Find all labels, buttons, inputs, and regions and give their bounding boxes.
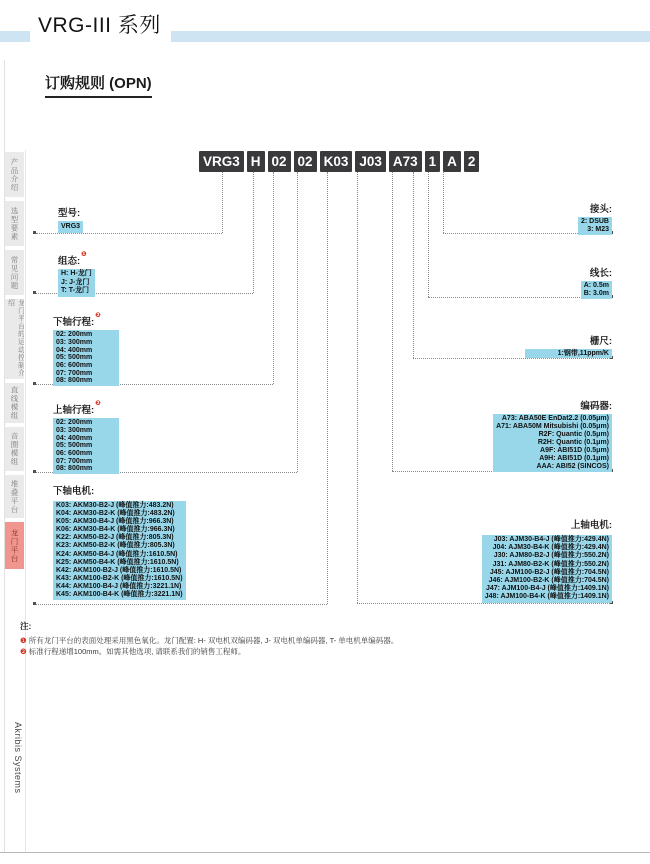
option-list (482, 535, 612, 603)
option-row: A73: ABA50E EnDat2.2 (0.05μm) (501, 415, 609, 422)
connector-line (413, 358, 612, 359)
option-row: A: 0.5m (583, 282, 609, 289)
group-upper-axis-stroke (53, 402, 119, 474)
option-row: R2F: Quantic (0.5μm) (538, 431, 609, 438)
sidebar-item-7[interactable] (5, 475, 24, 518)
connector-line (327, 172, 328, 604)
group-label: 下轴电机: (53, 486, 95, 497)
option-row: K06: AKM30-B4-K (峰值推力:966.3N) (56, 526, 175, 534)
sidebar-tabs (5, 152, 24, 569)
connector-dot (33, 291, 36, 294)
connector-dot (33, 470, 36, 473)
option-row: 06: 600mm (56, 361, 93, 369)
option-row: J04: AJM30-B4-K (峰值推力:429.4N) (492, 544, 609, 552)
group-lower-axis-motor (53, 486, 186, 600)
page-bottom-line (0, 852, 650, 853)
section-title: 订购规则 (OPN) (45, 72, 152, 98)
connector-dot (33, 231, 36, 234)
connector-line (222, 172, 223, 233)
group-lower-axis-stroke (53, 314, 119, 386)
connector-line (443, 172, 444, 233)
group-label: 型号: (58, 208, 81, 219)
connector-line (36, 604, 327, 605)
sidebar-item-4[interactable] (5, 299, 24, 379)
option-list (53, 418, 119, 474)
option-row: 06: 600mm (56, 449, 93, 457)
connector-line (253, 172, 254, 293)
option-list (58, 269, 95, 297)
option-row: K03: AKM30-B2-J (峰值推力:483.2N) (56, 502, 174, 509)
option-row: K05: AKM30-B4-J (峰值推力:966.3N) (56, 518, 174, 526)
option-list (53, 501, 186, 600)
option-row: J31: AJM80-B2-K (峰值推力:550.2N) (492, 560, 609, 568)
footnotes-title: 注: (20, 621, 32, 631)
group-scale (525, 336, 612, 358)
group-label: 上轴电机: (570, 520, 612, 531)
group-label: 线长: (589, 268, 612, 279)
part-number-segment: 02 (294, 151, 317, 172)
option-row: 02: 200mm (56, 331, 93, 339)
option-row: K25: AKM50-B4-K (峰值推力:1610.5N) (56, 558, 179, 566)
group-label: 接头: (589, 204, 612, 215)
group-label: 栅尺: (589, 336, 612, 347)
option-row: K42: AKM100-B2-J (峰值推力:1610.5N) (56, 566, 182, 574)
group-label: 编码器: (580, 401, 612, 412)
group-configuration (58, 253, 95, 297)
option-row: 04: 400mm (56, 346, 93, 354)
footnotes (20, 620, 398, 657)
option-row: 04: 400mm (56, 434, 93, 442)
option-row: 1:钢带,11ppm/K (557, 350, 609, 357)
sidebar-item-6[interactable] (5, 427, 24, 471)
option-row: 08: 800mm (56, 377, 93, 385)
sidebar-item-label: 堆叠平台 (10, 479, 19, 514)
note-ref-icon: ❶ (81, 251, 87, 258)
option-row: 05: 500mm (56, 442, 93, 450)
option-list (58, 221, 83, 233)
group-upper-axis-motor (482, 520, 612, 603)
part-number-segment: A (443, 151, 461, 172)
option-row: 08: 800mm (56, 465, 93, 473)
part-number-segment: 2 (464, 151, 480, 172)
option-list (578, 217, 612, 235)
option-list (493, 414, 612, 472)
connector-line (413, 172, 414, 358)
option-list (581, 281, 612, 299)
option-row: R2H: Quantic (0.1μm) (537, 439, 609, 446)
sidebar-item-label: 音圈模组 (10, 432, 19, 466)
option-row: A9F: ABI51D (0.5μm) (540, 447, 609, 454)
part-number-segment: J03 (355, 151, 386, 172)
option-row: T: T-龙门 (61, 287, 89, 295)
option-list (525, 349, 612, 358)
option-row: 05: 500mm (56, 354, 93, 362)
part-number-segment: A73 (389, 151, 422, 172)
group-cable-length (581, 268, 612, 299)
connector-dot (33, 382, 36, 385)
brand-vertical-text: Akribis Systems (13, 722, 23, 794)
footnote-2: ❷ 标准行程递增100mm。如需其他选项, 请联系我们的销售工程师。 (20, 647, 246, 656)
option-row: J47: AJM100-B4-J (峰值推力:1409.1N) (485, 585, 609, 593)
option-row: A9H: ABI51D (0.1μm) (539, 455, 609, 462)
option-row: 07: 700mm (56, 457, 93, 465)
option-row: 03: 300mm (56, 426, 93, 434)
option-row: K04: AKM30-B2-K (峰值推力:483.2N) (56, 510, 175, 518)
connector-line (36, 233, 222, 234)
group-connector (578, 204, 612, 235)
option-row: 03: 300mm (56, 338, 93, 346)
sidebar-item-label: 直线模组 (10, 386, 19, 420)
connector-line (428, 172, 429, 297)
part-number-segment: 1 (425, 151, 441, 172)
option-row: K45: AKM100-B4-K (峰值推力:3221.1N) (56, 591, 183, 599)
part-number-segment: K03 (320, 151, 353, 172)
group-label: 上轴行程:$^❷$ (53, 400, 101, 417)
sidebar-item-label: 龙门平台 (10, 528, 19, 563)
option-row: J03: AJM30-B4-J (峰值推力:429.4N) (493, 536, 609, 543)
note-1-icon: ❶ (20, 636, 27, 645)
part-number (199, 151, 479, 172)
option-row: K43: AKM100-B2-K (峰值推力:1610.5N) (56, 574, 183, 582)
connector-dot (33, 602, 36, 605)
option-row: 3: M23 (587, 226, 609, 234)
group-label: 下轴行程:$^❷$ (53, 312, 101, 329)
option-row: B: 3.0m (583, 290, 609, 298)
option-row: 02: 200mm (56, 419, 93, 427)
footnote-1: ❶ 所有龙门平台的表面处理采用黑色氧化。龙门配置: H- 双电机双编码器, J- 双电机单编码器, T- 单电机单编码器。 (20, 636, 399, 645)
sidebar-item-label: 产品介绍 (10, 157, 19, 192)
group-label: 组态:$^❶$ (58, 251, 87, 268)
group-model (58, 208, 83, 233)
page-title: VRG-III 系列 (30, 6, 171, 45)
option-row: J: J-龙门 (61, 278, 90, 286)
option-list (53, 330, 119, 386)
option-row: K44: AKM100-B4-J (峰值推力:3221.1N) (56, 582, 182, 590)
sidebar-item-5[interactable] (5, 383, 24, 423)
option-row: K24: AKM50-B4-J (峰值推力:1610.5N) (56, 550, 178, 558)
sidebar-item-label: 选型要素 (10, 206, 19, 241)
note-ref-icon: ❷ (95, 400, 101, 407)
option-row: 2: DSUB (580, 218, 609, 225)
note-2-icon: ❷ (20, 647, 27, 656)
option-row: AAA: ABI52 (SINCOS) (536, 463, 609, 470)
option-row: K23: AKM50-B2-K (峰值推力:805.3N) (56, 542, 175, 550)
option-row: J30: AJM80-B2-J (峰值推力:550.2N) (493, 552, 609, 560)
group-encoder (493, 401, 612, 472)
option-row: J45: AJM100-B2-J (峰值推力:704.5N) (489, 568, 609, 576)
sidebar-item-label: 常见问题 (10, 255, 19, 290)
connector-line (357, 603, 612, 604)
sidebar-item-3[interactable] (5, 250, 24, 295)
option-row: J46: AJM100-B2-K (峰值推力:704.5N) (488, 577, 609, 585)
connector-line (273, 172, 274, 384)
option-row: 07: 700mm (56, 369, 93, 377)
sidebar-margin-line (25, 150, 26, 852)
connector-line (357, 172, 358, 603)
option-row: A71: ABA50M Mitsubishi (0.05μm) (496, 423, 609, 430)
note-ref-icon: ❷ (95, 312, 101, 319)
connector-line (297, 172, 298, 472)
option-row: VRG3 (61, 223, 81, 230)
option-row: H: H-龙门 (61, 270, 92, 278)
sidebar-item-label: 龙门平台的运动控制介绍 (6, 299, 24, 377)
connector-line (392, 172, 393, 471)
option-row: K22: AKM50-B2-J (峰值推力:805.3N) (56, 534, 174, 542)
option-row: J48: AJM100-B4-K (峰值推力:1409.1N) (484, 593, 609, 601)
part-number-segment: H (247, 151, 265, 172)
sidebar-item-8[interactable] (5, 522, 24, 569)
part-number-segment: 02 (268, 151, 291, 172)
sidebar-item-1[interactable] (5, 152, 24, 197)
sidebar-item-2[interactable] (5, 201, 24, 246)
part-number-segment: VRG3 (199, 151, 244, 172)
